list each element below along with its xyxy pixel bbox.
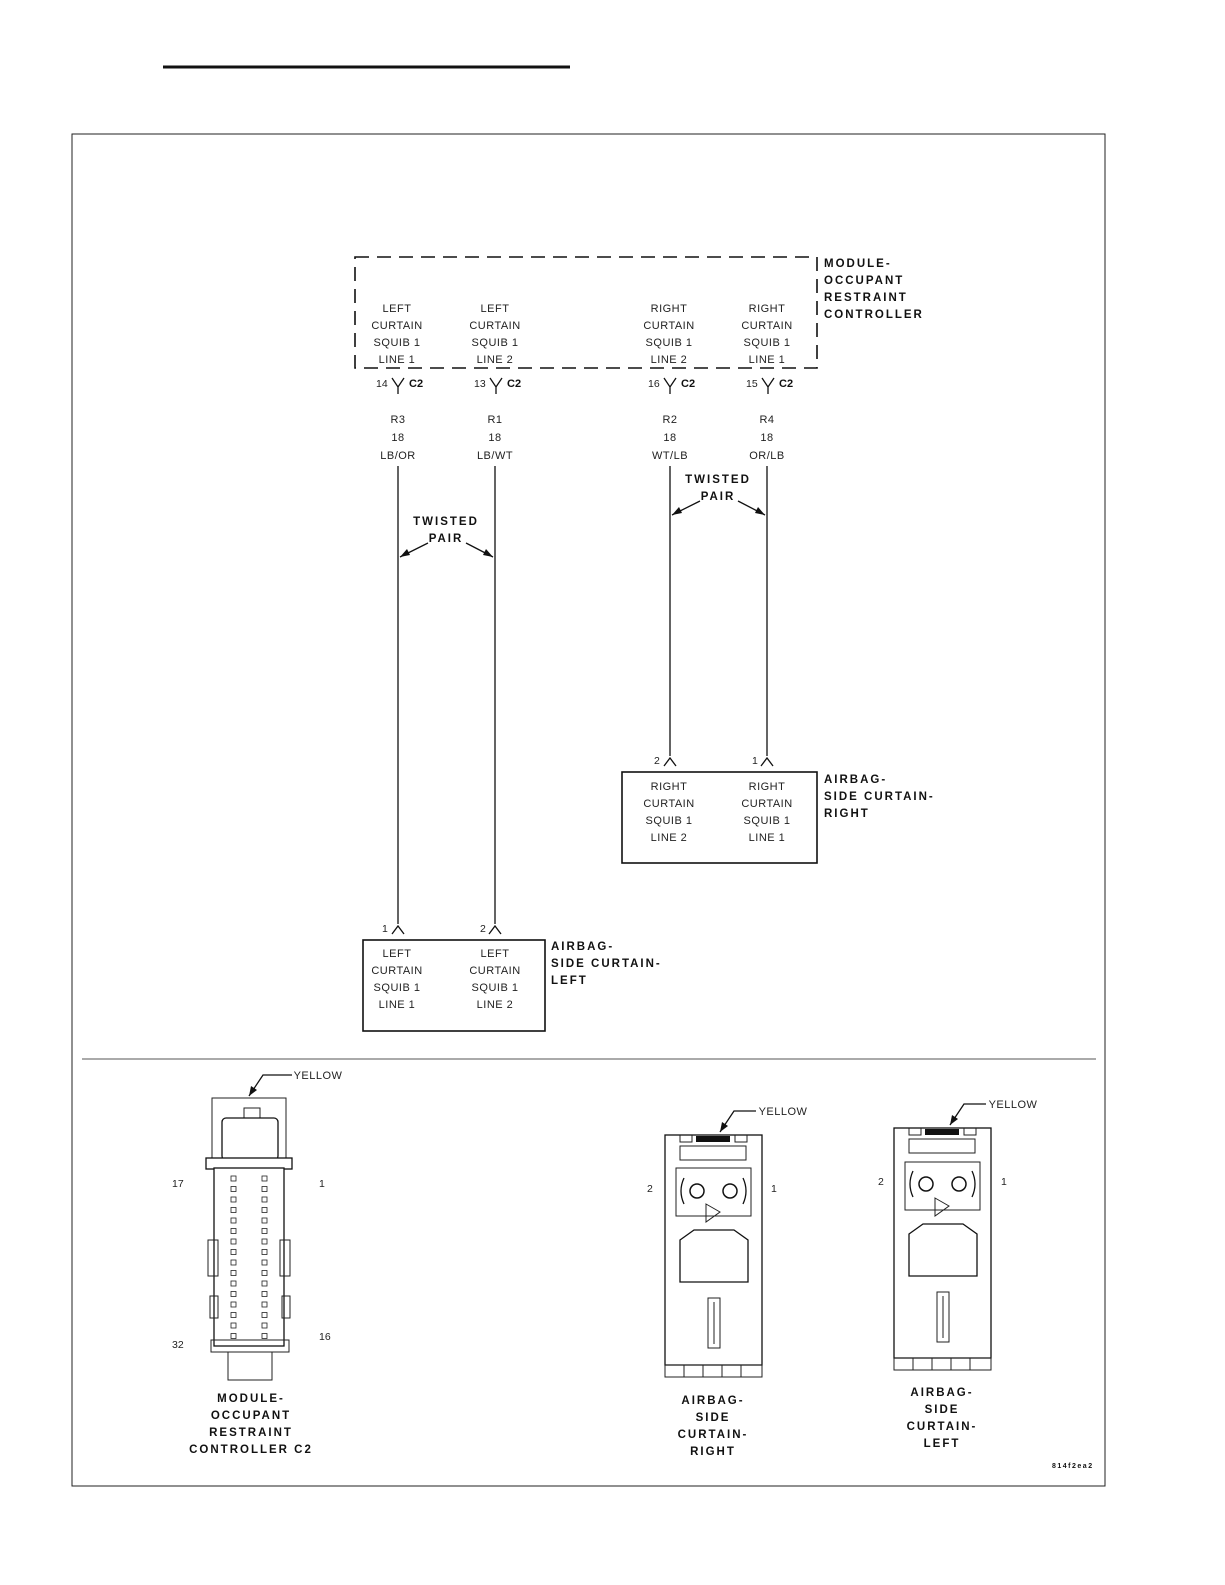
- connector-symbol: [392, 378, 404, 394]
- connector-caption: AIRBAG-: [681, 1395, 745, 1407]
- pin-number: 17: [172, 1178, 184, 1190]
- module-circuit-lcl2: [469, 303, 520, 366]
- circuit-label: SQUIB 1: [743, 815, 791, 827]
- connector-base: [665, 1365, 762, 1377]
- connector-caption: RIGHT: [690, 1446, 736, 1458]
- wire-gauge: 18: [391, 432, 405, 444]
- connector-lock: [680, 1230, 748, 1282]
- wire-color: WT/LB: [651, 450, 689, 462]
- connector-caption: MODULE-: [217, 1393, 285, 1405]
- wire-circuit: R2: [662, 414, 678, 426]
- connector-caption: RESTRAINT: [209, 1427, 293, 1439]
- pin-number: 16: [648, 378, 660, 390]
- circuit-label: LINE 2: [650, 832, 688, 844]
- connector-caption: CURTAIN-: [677, 1429, 749, 1441]
- pin-number: 2: [647, 1183, 653, 1195]
- module-name-line: RESTRAINT: [824, 292, 908, 304]
- pin-number: 16: [319, 1331, 331, 1343]
- pointer-line: [950, 1104, 986, 1125]
- connector-symbol: [664, 378, 676, 394]
- connector-lock: [909, 1224, 977, 1276]
- pin-number: 1: [752, 755, 758, 767]
- connector-key: [925, 1129, 959, 1135]
- connector-caption: CURTAIN-: [906, 1421, 978, 1433]
- circuit-label: SQUIB 1: [373, 337, 421, 349]
- circuit-label: CURTAIN: [643, 798, 695, 810]
- arrowhead: [400, 549, 410, 557]
- connector-id: C2: [409, 378, 424, 390]
- airbag-right-pins: [654, 755, 773, 767]
- arrowhead: [249, 1086, 257, 1096]
- module-circuit-rcl1: [741, 303, 792, 366]
- airbag-right-circuit-line1: [741, 781, 792, 844]
- pointer-line: [249, 1075, 292, 1096]
- connector-symbol: [392, 926, 404, 934]
- module-pin-16: [648, 378, 695, 394]
- terminal-cavity-2: [919, 1177, 933, 1191]
- module-name-line: OCCUPANT: [824, 275, 905, 287]
- circuit-label: LEFT: [382, 948, 412, 960]
- circuit-label: SQUIB 1: [743, 337, 791, 349]
- connector-symbol: [489, 926, 501, 934]
- component-name-line: SIDE CURTAIN-: [824, 791, 935, 803]
- wire-circuit: R3: [390, 414, 406, 426]
- component-name-line: RIGHT: [824, 808, 870, 820]
- connector-key: [696, 1136, 730, 1142]
- module-pin-13: [474, 378, 521, 394]
- terminal-cavity-1: [723, 1184, 737, 1198]
- circuit-label: CURTAIN: [469, 320, 521, 332]
- connector-caption: SIDE: [924, 1404, 960, 1416]
- connector-symbol: [490, 378, 502, 394]
- pin-number: 2: [878, 1176, 884, 1188]
- circuit-label: LINE 1: [378, 999, 416, 1011]
- module-orc-name: [824, 258, 924, 321]
- module-pin-14: [376, 378, 423, 394]
- component-name-line: SIDE CURTAIN-: [551, 958, 662, 970]
- wire-color: OR/LB: [749, 450, 785, 462]
- wire-code-r3: [380, 414, 416, 462]
- connector-base-ribs: [913, 1358, 970, 1370]
- circuit-label: LINE 1: [378, 354, 416, 366]
- circuit-label: RIGHT: [650, 303, 688, 315]
- airbag-left-pins: [382, 923, 501, 935]
- pin-number: 15: [746, 378, 758, 390]
- airbag-left-circuit-line1: [371, 948, 422, 1011]
- pin-number: 2: [654, 755, 660, 767]
- pin-number: 1: [319, 1178, 325, 1190]
- circuit-label: CURTAIN: [741, 320, 793, 332]
- arrowhead: [483, 549, 493, 557]
- circuit-label: SQUIB 1: [645, 815, 693, 827]
- circuit-label: LEFT: [382, 303, 412, 315]
- wire-code-r1: [477, 414, 513, 462]
- component-name-line: LEFT: [551, 975, 588, 987]
- twisted-pair-label: TWISTED: [413, 516, 479, 528]
- figure-id: 814f2ea2: [1052, 1463, 1094, 1470]
- connector-id: C2: [681, 378, 696, 390]
- circuit-label: SQUIB 1: [373, 982, 421, 994]
- connector-body: [214, 1168, 284, 1346]
- circuit-label: LINE 1: [748, 354, 786, 366]
- connector-base: [894, 1358, 991, 1370]
- circuit-label: LEFT: [480, 948, 510, 960]
- pin-number: 1: [382, 923, 388, 935]
- wire-circuit: R4: [759, 414, 775, 426]
- circuit-label: RIGHT: [748, 303, 786, 315]
- circuit-label: SQUIB 1: [645, 337, 693, 349]
- module-circuit-lcl1: [371, 303, 422, 366]
- circuit-label: CURTAIN: [469, 965, 521, 977]
- twisted-pair-left: [400, 516, 493, 557]
- connector-color-label: YELLOW: [293, 1070, 343, 1082]
- circuit-label: LINE 1: [748, 832, 786, 844]
- airbag-right-connector-view: [647, 1106, 808, 1458]
- arrowhead: [755, 507, 765, 515]
- twisted-pair-right: [672, 474, 765, 515]
- twisted-pair-label: PAIR: [700, 491, 736, 503]
- wire-color: LB/WT: [476, 450, 514, 462]
- circuit-label: SQUIB 1: [471, 982, 519, 994]
- terminal-cavity-2: [690, 1184, 704, 1198]
- twisted-pair-label: PAIR: [428, 533, 464, 545]
- connector-latch: [244, 1108, 260, 1118]
- connector-symbol: [761, 758, 773, 766]
- connector-caption: AIRBAG-: [910, 1387, 974, 1399]
- connector-caption: CONTROLLER C2: [189, 1444, 313, 1456]
- circuit-label: RIGHT: [650, 781, 688, 793]
- wire-code-r4: [749, 414, 785, 462]
- connector-rim: [206, 1158, 292, 1169]
- wire-gauge: 18: [760, 432, 774, 444]
- pin-number: 32: [172, 1339, 184, 1351]
- wire-code-r2: [652, 414, 688, 462]
- connector-id: C2: [507, 378, 522, 390]
- wire-color: LB/OR: [380, 450, 416, 462]
- module-name-line: CONTROLLER: [824, 309, 924, 321]
- wire-gauge: 18: [663, 432, 677, 444]
- circuit-label: CURTAIN: [643, 320, 695, 332]
- arrowhead: [720, 1122, 728, 1132]
- circuit-label: RIGHT: [748, 781, 786, 793]
- circuit-label: LINE 2: [476, 354, 514, 366]
- connector-color-label: YELLOW: [758, 1106, 808, 1118]
- connector-id: C2: [779, 378, 794, 390]
- circuit-label: LEFT: [480, 303, 510, 315]
- pin-number: 1: [1001, 1176, 1007, 1188]
- airbag-left-name: [551, 941, 662, 987]
- component-name-line: AIRBAG-: [551, 941, 615, 953]
- connector-caption: LEFT: [923, 1438, 961, 1450]
- airbag-left-circuit-line2: [469, 948, 520, 1011]
- connector-symbol: [762, 378, 774, 394]
- wire-circuit: R1: [487, 414, 503, 426]
- pin-number: 2: [480, 923, 486, 935]
- circuit-label: LINE 2: [650, 354, 688, 366]
- airbag-right-name: [824, 774, 935, 820]
- twisted-pair-label: TWISTED: [685, 474, 751, 486]
- arrowhead: [950, 1115, 958, 1125]
- module-circuit-rcl2: [643, 303, 694, 366]
- orc-c2-connector-view: [172, 1070, 343, 1456]
- connector-caption: OCCUPANT: [210, 1410, 292, 1422]
- airbag-right-circuit-line2: [643, 781, 694, 844]
- module-name-line: MODULE-: [824, 258, 892, 270]
- connector-color-label: YELLOW: [988, 1099, 1038, 1111]
- pin-number: 1: [771, 1183, 777, 1195]
- module-pin-15: [746, 378, 793, 394]
- circuit-label: CURTAIN: [371, 965, 423, 977]
- pointer-line: [720, 1111, 756, 1132]
- arrowhead: [672, 507, 682, 515]
- circuit-label: CURTAIN: [371, 320, 423, 332]
- circuit-label: SQUIB 1: [471, 337, 519, 349]
- connector-caption: SIDE: [695, 1412, 731, 1424]
- component-name-line: AIRBAG-: [824, 774, 888, 786]
- terminal-cavity-1: [952, 1177, 966, 1191]
- connector-symbol: [664, 758, 676, 766]
- connector-tail: [228, 1352, 272, 1380]
- airbag-left-connector-view: [878, 1099, 1038, 1450]
- pin-number: 14: [376, 378, 388, 390]
- circuit-label: CURTAIN: [741, 798, 793, 810]
- connector-base-ribs: [684, 1365, 741, 1377]
- wire-gauge: 18: [488, 432, 502, 444]
- connector-latch-body: [222, 1118, 278, 1160]
- circuit-label: LINE 2: [476, 999, 514, 1011]
- pin-number: 13: [474, 378, 486, 390]
